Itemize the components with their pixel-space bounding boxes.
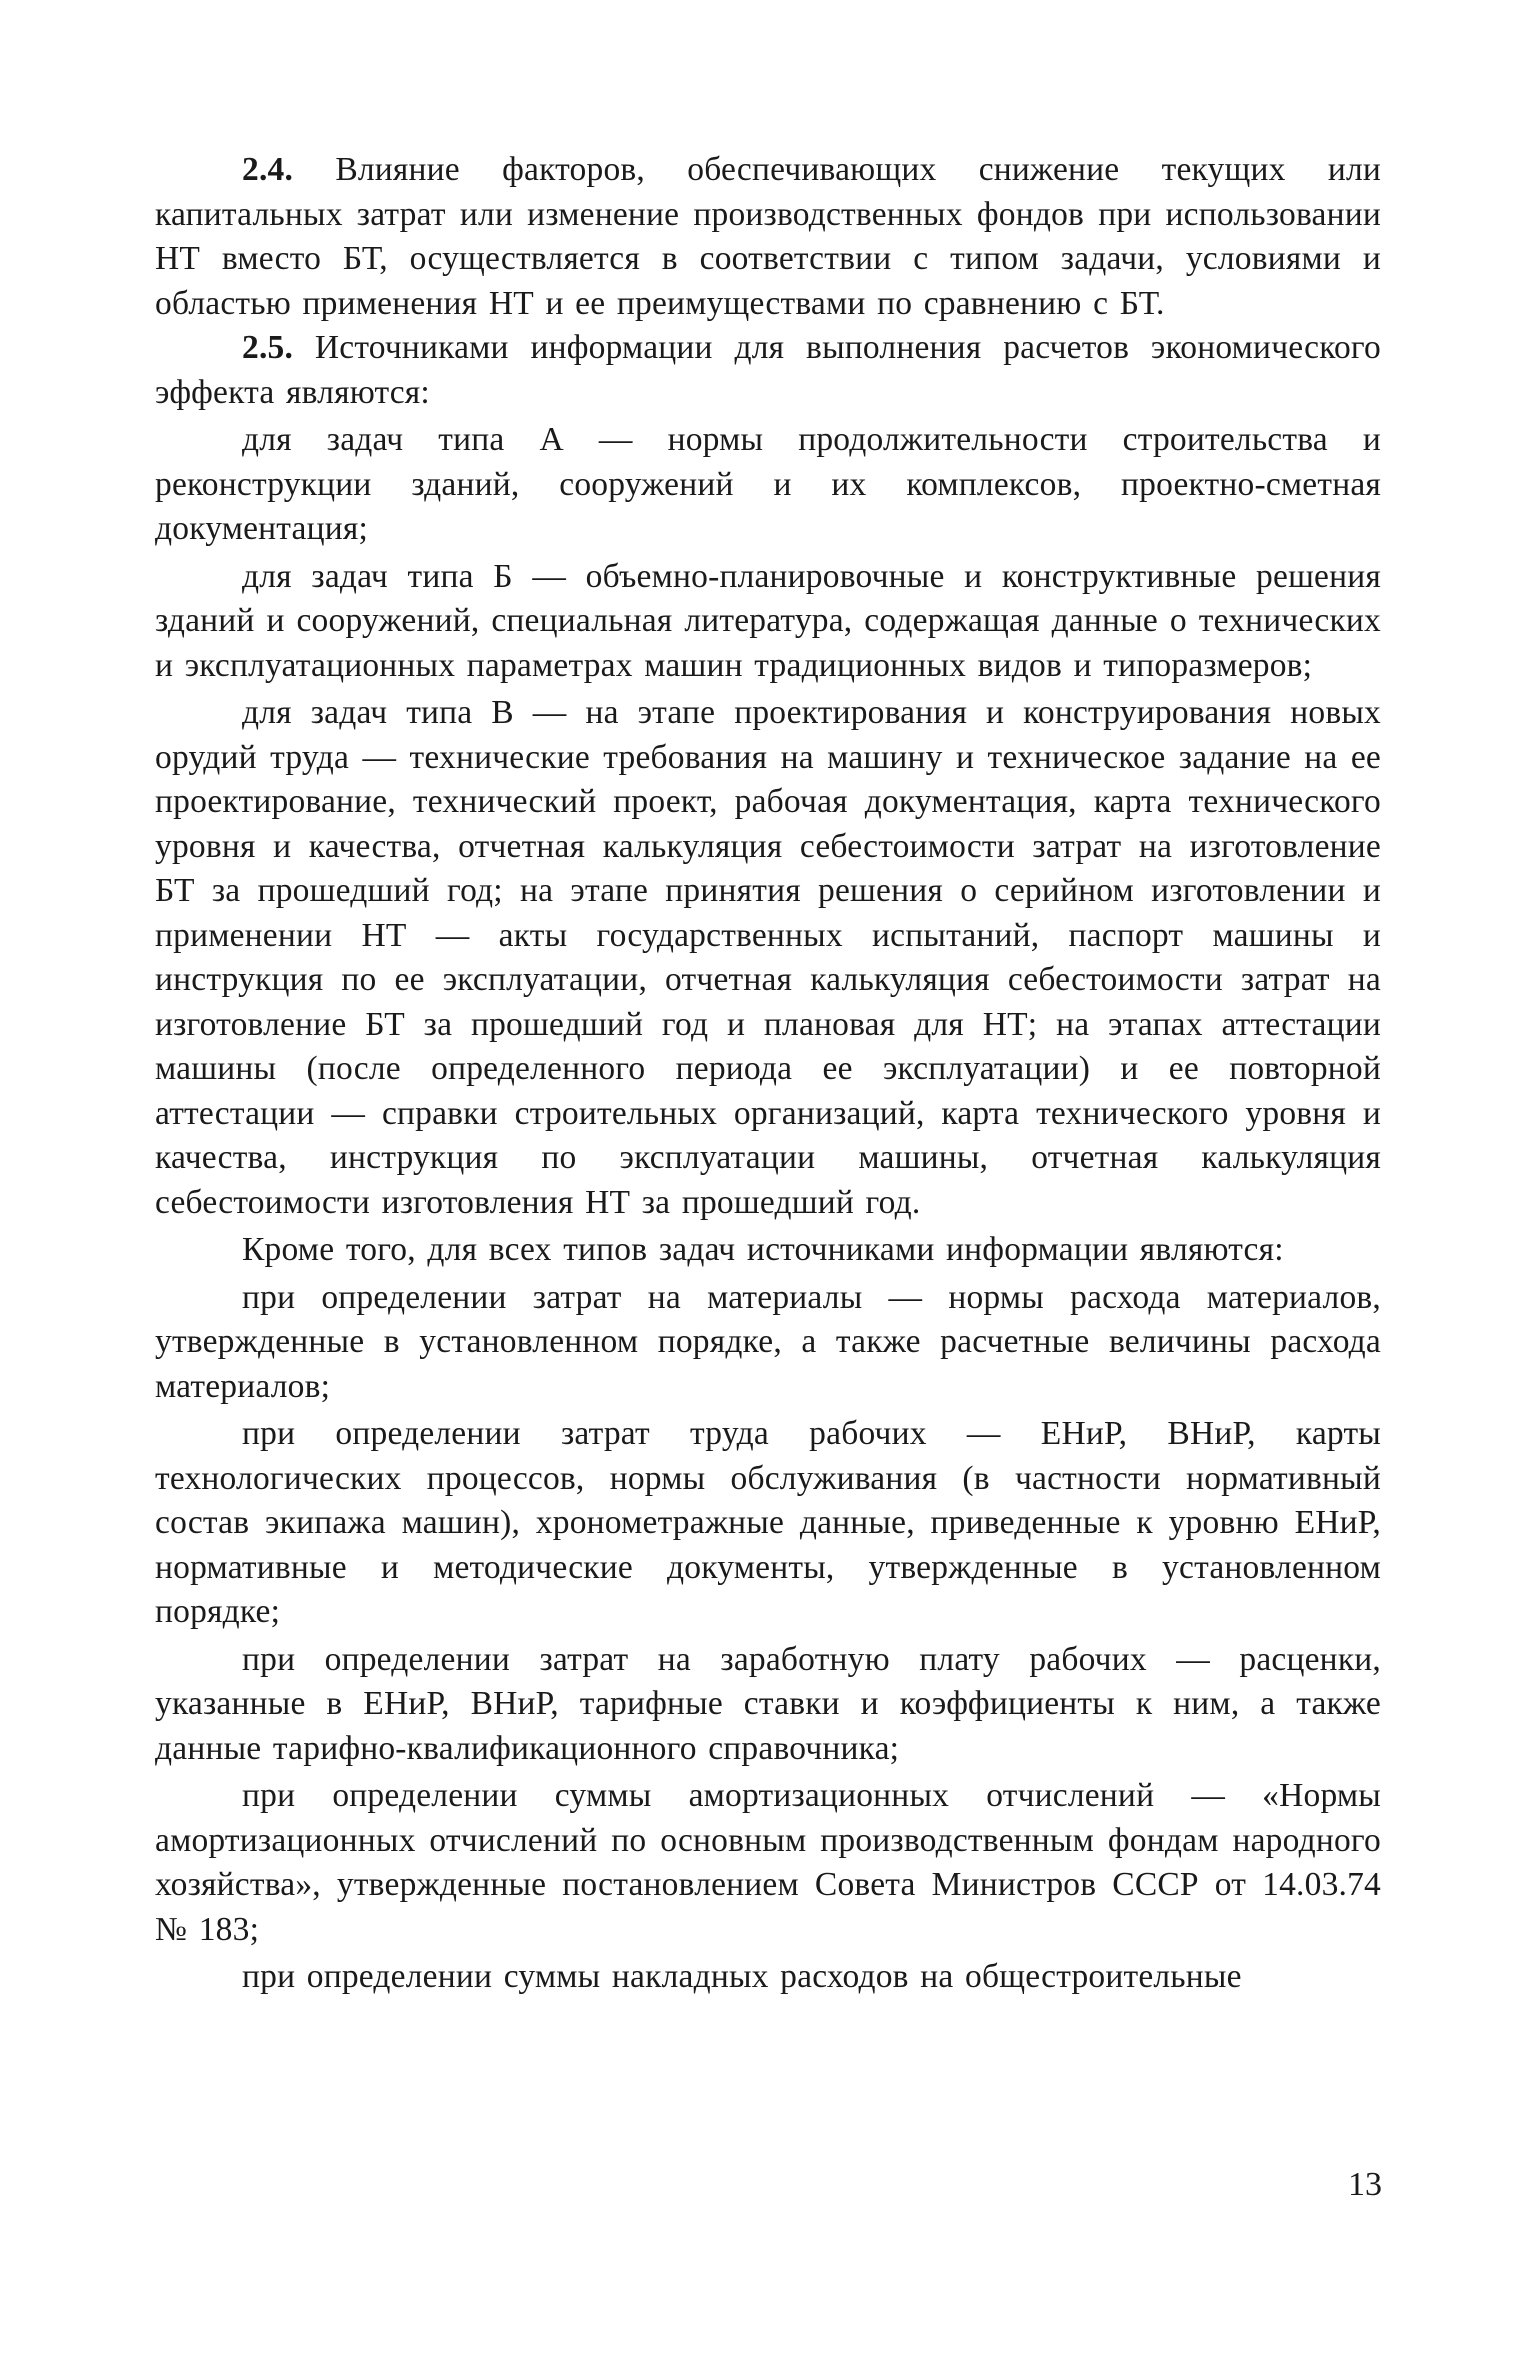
paragraph-amortization: при определении суммы амортизационных отчислений — «Нормы амортизационных отчислений по основным производственным фондам народного хозяйства», утвержденные постановлением Совета Министров СССР от 14.03.74 № 183; (155, 1777, 1381, 1948)
paragraph-wage-costs: при определении затрат на заработную плату рабочих — расценки, указанные в ЕНиР, ВНиР, тарифные ставки и коэффициенты к ним, а также данные тарифно-квалификационного справочника; (155, 1640, 1381, 1767)
page-number: 13 (1348, 2166, 1382, 2203)
paragraph-overhead-costs: при определении суммы накладных расходов на общестроительные (242, 1958, 1242, 1995)
paragraph-task-type-a: для задач типа А — нормы продолжительности строительства и реконструкции зданий, сооружений и их комплексов, проектно-сметная документация; (155, 421, 1381, 547)
paragraph-materials-costs: при определении затрат на материалы — нормы расхода материалов, утвержденные в установленном порядке, а также расчетные величины расхода материалов; (155, 1278, 1381, 1405)
section-number: 2.5. (242, 329, 294, 366)
section-2-4 (155, 148, 1381, 326)
body-text (155, 148, 1381, 2000)
paragraph-labor-costs: при определении затрат труда рабочих — ЕНиР, ВНиР, карты технологических процессов, нормы обслуживания (в частности нормативный состав экипажа машин), хронометражные данные, приведенные к уровню ЕНиР, нормативные и методические документы, утвержденные в установленном порядке; (155, 1415, 1381, 1630)
section-text: Влияние факторов, обеспечивающих снижение текущих или капитальных затрат или изменение производственных фондов при использовании НТ вместо БТ, осуществляется в соответствии с типом задачи, условиями и областью применения НТ и ее преимуществами по сравнению с БТ. (155, 151, 1382, 322)
section-text: Источниками информации для выполнения расчетов экономического эффекта являются: (155, 329, 1381, 411)
paragraph-task-type-b: для задач типа Б — объемно-планировочные и конструктивные решения зданий и сооружений, специальная литература, содержащая данные о технических и эксплуатационных параметрах машин традиционных видов и типоразмеров; (155, 557, 1381, 684)
section-2-5 (155, 326, 1381, 415)
section-number: 2.4. (242, 151, 294, 188)
paragraph-task-type-v: для задач типа В — на этапе проектирования и конструирования новых орудий труда — технические требования на машину и техническое задание на ее проектирование, технический проект, рабочая документация, карта технического уровня и качества, отчетная калькуляция себестоимости затрат на изготовление БТ за прошедший год; на этапе принятия решения о серийном изготовлении и применении НТ — акты государственных испытаний, паспорт машины и инструкция по ее эксплуатации, отчетная калькуляция себестоимости затрат на изготовление БТ за прошедший год и плановая для НТ; на этапах аттестации машины (после определенного периода ее эксплуатации) и ее повторной аттестации — справки строительных организаций, карта технического уровня и качества, инструкция по эксплуатации машины, отчетная калькуляция себестоимости изготовления НТ за прошедший год. (155, 694, 1381, 1221)
paragraph-all-task-types: Кроме того, для всех типов задач источниками информации являются: (242, 1231, 1284, 1268)
